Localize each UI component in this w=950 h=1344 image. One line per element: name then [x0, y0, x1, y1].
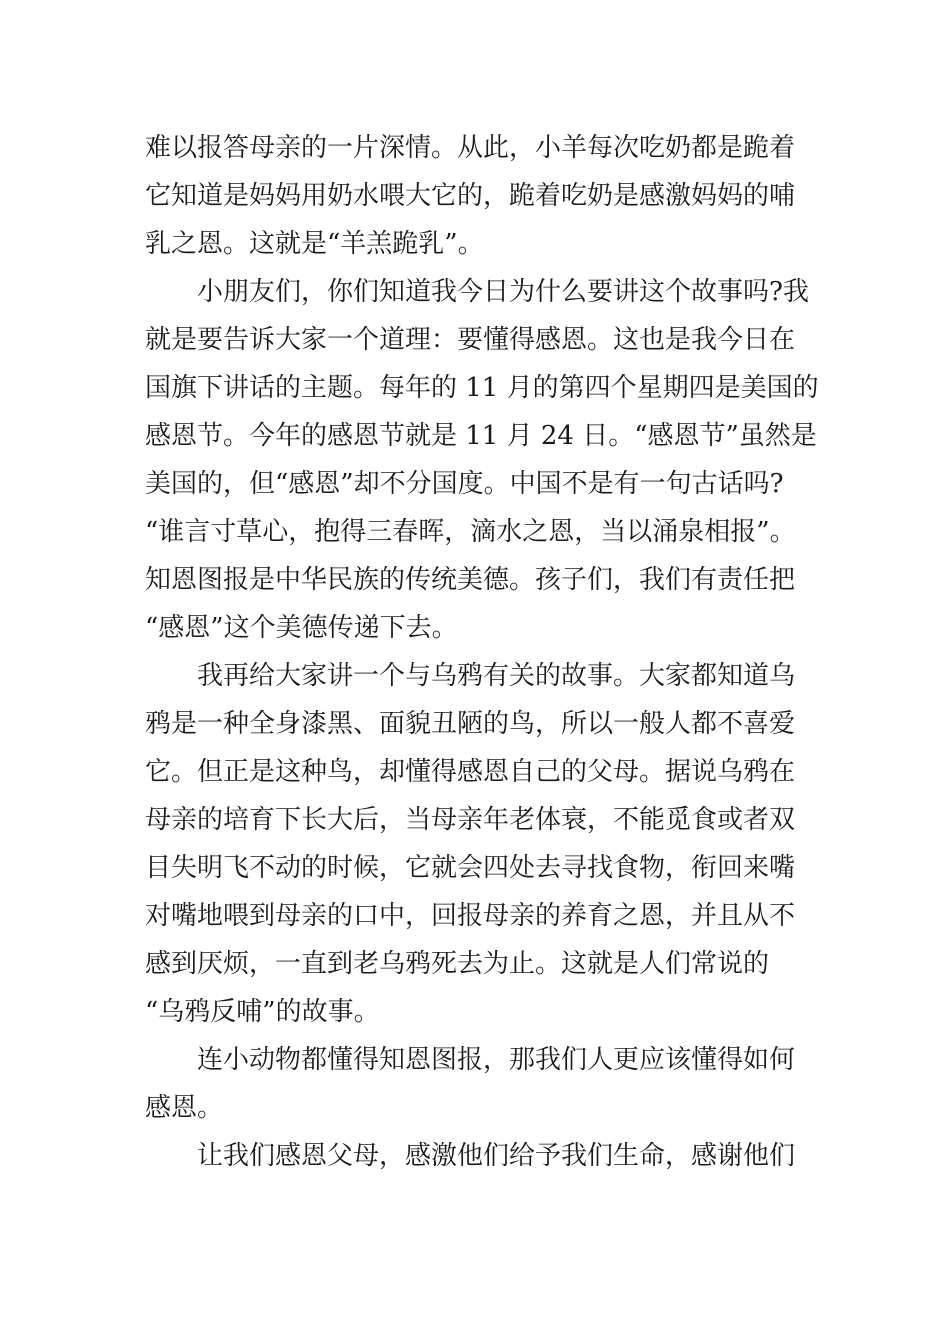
text-line: 乳之恩。这就是“羊羔跪乳”。	[145, 229, 484, 259]
text-line: 就是要告诉大家一个道理：要懂得感恩。这也是我今日在	[145, 325, 796, 355]
text-line: “乌鸦反哺”的故事。	[145, 997, 380, 1027]
text-line: 知恩图报是中华民族的传统美德。孩子们，我们有责任把	[145, 565, 796, 595]
text-line: 感到厌烦，一直到老乌鸦死去为止。这就是人们常说的	[145, 949, 770, 979]
text-line: 对嘴地喂到母亲的口中，回报母亲的养育之恩，并且从不	[145, 901, 796, 931]
text-line: 感恩。	[145, 1093, 224, 1123]
text-line: 我再给大家讲一个与乌鸦有关的故事。大家都知道乌	[197, 661, 796, 691]
text-line: 让我们感恩父母，感激他们给予我们生命，感谢他们	[197, 1141, 796, 1171]
text-line: 美国的，但“感恩”却不分国度。中国不是有一句古话吗?	[145, 469, 784, 499]
text-line: 母亲的培育下长大后，当母亲年老体衰，不能觅食或者双	[145, 805, 796, 835]
text-line: 国旗下讲话的主题。每年的 11 月的第四个星期四是美国的	[145, 373, 819, 403]
text-line: “感恩”这个美德传递下去。	[145, 613, 458, 643]
text-line: 小朋友们，你们知道我今日为什么要讲这个故事吗?我	[197, 277, 809, 307]
text-line: 它知道是妈妈用奶水喂大它的，跪着吃奶是感激妈妈的哺	[145, 181, 796, 211]
document-body	[145, 124, 819, 1180]
text-line: 它。但正是这种鸟，却懂得感恩自己的父母。据说乌鸦在	[145, 757, 796, 787]
text-line: “谁言寸草心，抱得三春晖，滴水之恩，当以涌泉相报”。	[145, 517, 796, 547]
text-line: 难以报答母亲的一片深情。从此，小羊每次吃奶都是跪着	[145, 133, 796, 163]
text-line: 感恩节。今年的感恩节就是 11 月 24 日。“感恩节”虽然是	[145, 421, 817, 451]
text-line: 连小动物都懂得知恩图报，那我们人更应该懂得如何	[197, 1045, 796, 1075]
text-line: 目失明飞不动的时候，它就会四处去寻找食物，衔回来嘴	[145, 853, 796, 883]
text-line: 鸦是一种全身漆黑、面貌丑陋的鸟，所以一般人都不喜爱	[145, 709, 796, 739]
